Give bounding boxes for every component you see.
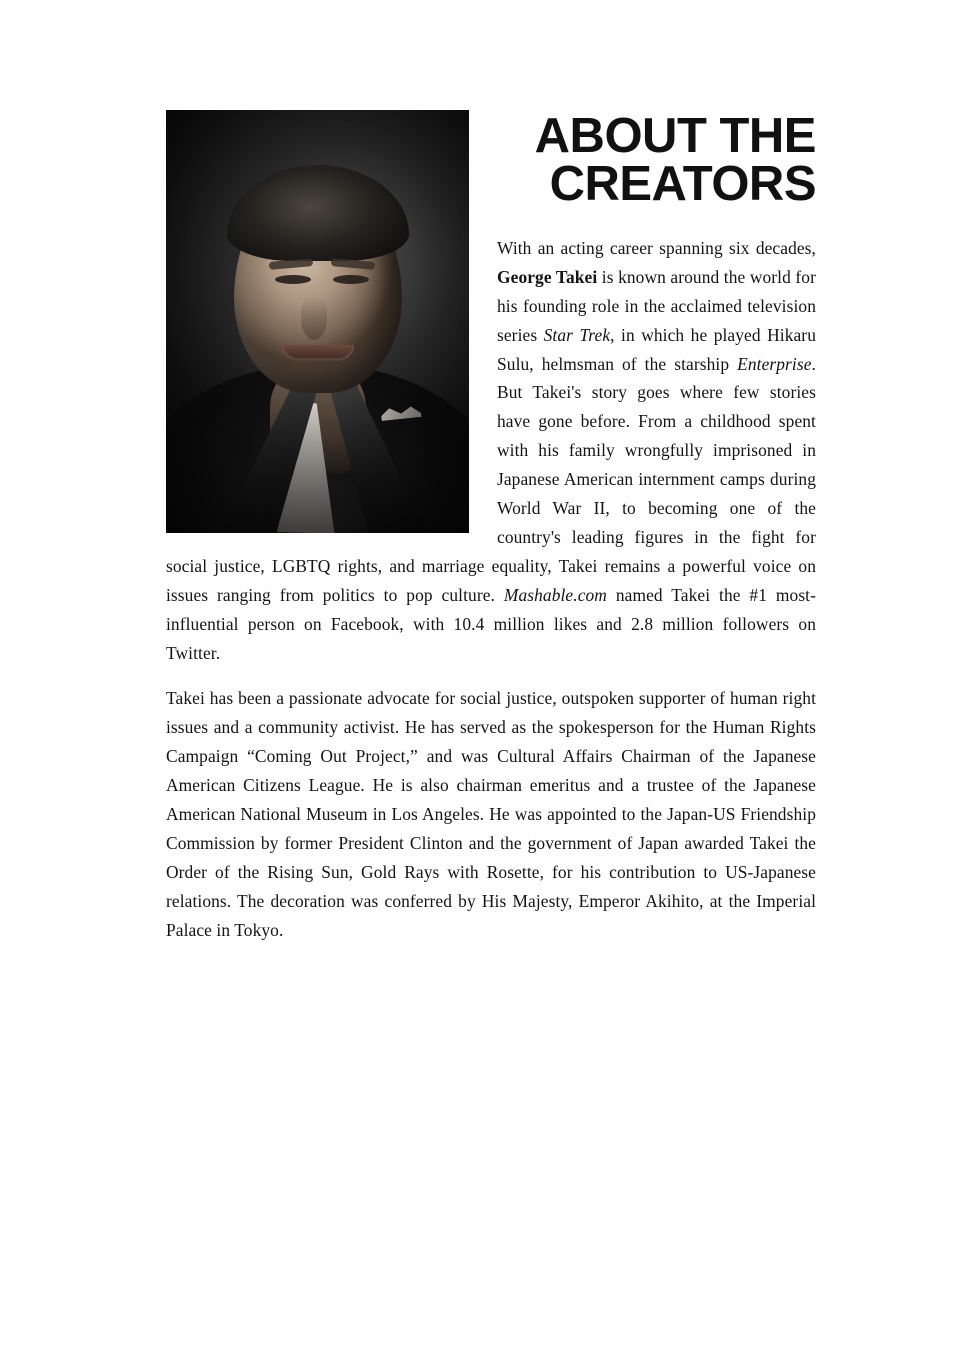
bio-series-title: Star Trek	[543, 324, 611, 345]
page-content	[166, 110, 816, 961]
bio-p1-seg-a: With an acting career spanning six decades,	[497, 238, 816, 259]
bio-p1-seg-e: named Takei the #1 most-influential person on Facebook, with 10.4 million likes and 2.8 million followers on Twitter.	[166, 584, 817, 663]
bio-paragraph-2: Takei has been a passionate advocate for social justice, outspoken supporter of human right issues and a community activist. He has served as the spokesperson for the Human Rights Campaign “Coming Out Project,” and was Cultural Affairs Chairman of the Japanese American Citizens League. He is also chairman emeritus and a trustee of the Japanese American National Museum in Los Angeles. He was appointed to the Japan-US Friendship Commission by former President Clinton and the government of Japan awarded Takei the Order of the Rising Sun, Gold Rays with Rosette, for his contribution to US-Japanese relations. The decoration was conferred by His Majesty, Emperor Akihito, at the Imperial Palace in Tokyo.	[166, 688, 816, 940]
author-portrait-image	[166, 110, 469, 533]
page-title-line-1: ABOUT THE	[534, 109, 816, 163]
bio-publication-name: Mashable.com	[503, 584, 607, 605]
page-title-line-2: CREATORS	[549, 157, 816, 212]
portrait-vignette	[166, 110, 469, 533]
bio-subject-name: George Takei	[497, 266, 598, 287]
bio-p1-seg-b: is known around the world for his founding role in the acclaimed television series	[497, 266, 816, 345]
bio-p1-seg-d: . But Takei's story goes where few stories have gone before. From a childhood spent with his family wrongfully imprisoned in Japanese American internment camps during World War II, to becoming one of the country's leading figures in the fight for social justice, LGBTQ rights, and marriage equality, Takei remains a powerful voice on issues ranging from politics to pop culture.	[166, 353, 816, 605]
bio-p1-seg-c: , in which he played Hikaru Sulu, helmsman of the starship	[497, 324, 816, 374]
bio-ship-name: Enterprise	[737, 353, 812, 374]
